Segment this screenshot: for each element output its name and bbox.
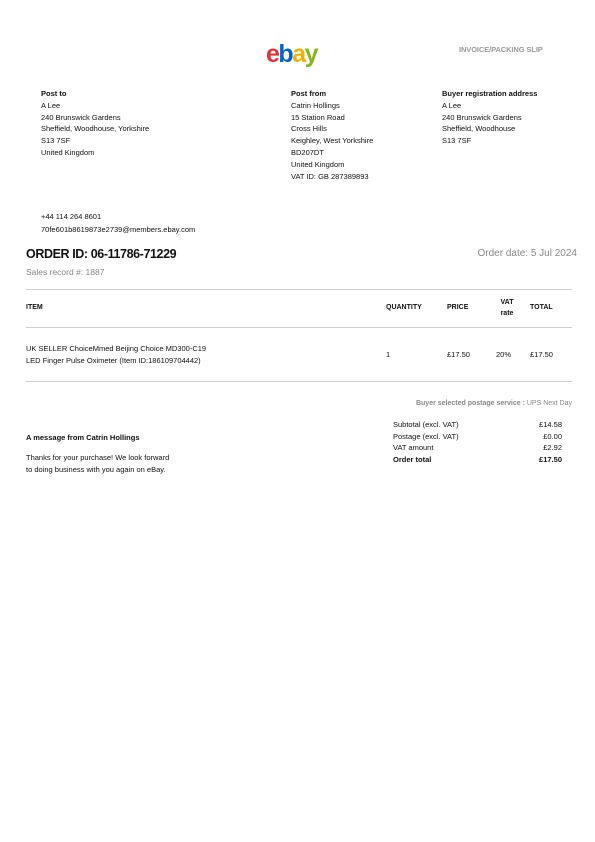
post-from-heading: Post from bbox=[291, 89, 327, 98]
postage-service-label: Buyer selected postage service : bbox=[415, 400, 525, 407]
logo-letter-a: a bbox=[292, 40, 305, 68]
post-to-address bbox=[41, 88, 241, 159]
address-line: 240 Brunswick Gardens bbox=[442, 112, 522, 122]
postage-row bbox=[393, 431, 562, 443]
buyer-email: 70fe601b8619873e2739@members.ebay.com bbox=[41, 224, 196, 234]
postage-service bbox=[416, 398, 572, 410]
order-date: Order date: 5 Jul 2024 bbox=[477, 248, 577, 259]
address-line: Catrin Hollings bbox=[291, 100, 340, 110]
sales-record: Sales record #: 1887 bbox=[26, 267, 105, 277]
postage-service-value: UPS Next Day bbox=[526, 400, 572, 407]
order-id: ORDER ID: 06-11786-71229 bbox=[26, 247, 177, 261]
vat-id: VAT ID: GB 287389893 bbox=[291, 171, 369, 181]
order-total-value: £17.50 bbox=[539, 454, 562, 464]
post-from-address bbox=[291, 88, 431, 182]
address-line: Sheffield, Woodhouse bbox=[442, 124, 516, 134]
postage-label: Postage (excl. VAT) bbox=[393, 431, 459, 441]
column-header-item: ITEM bbox=[26, 304, 43, 311]
address-line: Sheffield, Woodhouse, Yorkshire bbox=[41, 124, 150, 134]
buyer-registration-address bbox=[442, 88, 582, 147]
address-line: BD207DT bbox=[291, 147, 324, 157]
postage-value: £0.00 bbox=[543, 431, 562, 441]
address-line: Cross Hills bbox=[291, 124, 327, 134]
item-price: £17.50 bbox=[447, 350, 470, 359]
seller-message-heading: A message from Catrin Hollings bbox=[26, 433, 140, 442]
item-line: LED Finger Pulse Oximeter (Item ID:186109704442) bbox=[26, 355, 201, 365]
order-total-label: Order total bbox=[393, 454, 432, 464]
buyer-phone: +44 114 264 8601 bbox=[41, 212, 102, 221]
address-line: S13 7SF bbox=[442, 136, 472, 146]
post-to-heading: Post to bbox=[41, 89, 67, 98]
address-line: A Lee bbox=[41, 100, 61, 110]
header-divider bbox=[26, 327, 572, 328]
address-line: S13 7SF bbox=[41, 136, 71, 146]
buyer-registration-heading: Buyer registration address bbox=[442, 89, 538, 98]
address-line: A Lee bbox=[442, 100, 462, 110]
ebay-logo bbox=[266, 40, 317, 68]
logo-letter-y: y bbox=[304, 40, 317, 68]
vat-value: £2.92 bbox=[543, 443, 562, 452]
vat-label: VAT amount bbox=[393, 443, 434, 452]
column-header-quantity: QUANTITY bbox=[386, 304, 422, 311]
address-line: 240 Brunswick Gardens bbox=[41, 112, 121, 122]
item-quantity: 1 bbox=[386, 350, 391, 359]
vat-header-line2: rate bbox=[500, 310, 514, 317]
item-total: £17.50 bbox=[530, 350, 553, 359]
column-header-price: PRICE bbox=[447, 304, 469, 311]
table-top-divider bbox=[26, 289, 572, 290]
address-line: United Kingdom bbox=[291, 159, 345, 169]
address-line: Keighley, West Yorkshire bbox=[291, 136, 374, 146]
order-total-row bbox=[393, 454, 562, 466]
table-bottom-divider bbox=[26, 381, 572, 382]
subtotal-value: £14.58 bbox=[539, 420, 562, 429]
document-type-label: INVOICE/PACKING SLIP bbox=[459, 45, 543, 54]
address-line: 15 Station Road bbox=[291, 112, 345, 122]
logo-letter-b: b bbox=[278, 40, 293, 68]
item-description bbox=[26, 343, 356, 366]
vat-header-line1: VAT bbox=[500, 299, 514, 306]
column-header-total: TOTAL bbox=[530, 304, 553, 311]
item-vat-rate: 20% bbox=[496, 350, 512, 359]
item-line: UK SELLER ChoiceMmed Beijing Choice MD300-C19 bbox=[26, 344, 207, 353]
seller-message-text: Thanks for your purchase! We look forward to doing business with you again on eBay. bbox=[26, 453, 170, 474]
order-totals bbox=[393, 419, 562, 465]
address-line: United Kingdom bbox=[41, 147, 95, 157]
buyer-contact bbox=[41, 211, 195, 236]
vat-row bbox=[393, 442, 562, 454]
column-header-vat-rate bbox=[495, 297, 519, 319]
subtotal-label: Subtotal (excl. VAT) bbox=[393, 420, 459, 429]
logo-letter-e: e bbox=[266, 40, 279, 68]
subtotal-row bbox=[393, 419, 562, 431]
